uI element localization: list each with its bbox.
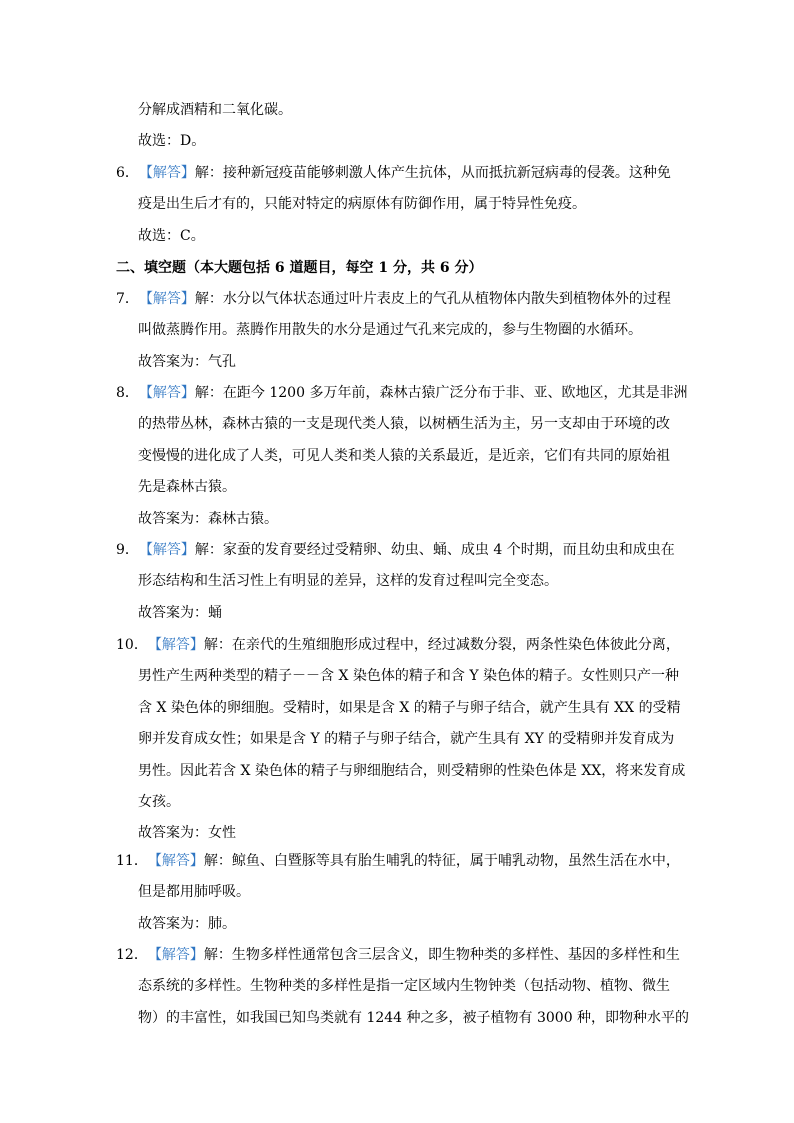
question-line	[116, 630, 680, 661]
text-line: 形态结构和生活习性上有明显的差异，这样的发育过程叫完全变态。	[138, 573, 558, 590]
answer-tag: 【解答】	[138, 542, 195, 558]
answer-line: 故答案为：肺。	[138, 915, 236, 932]
question-number: 7．	[116, 291, 139, 307]
answer-tag: 【解答】	[147, 853, 204, 869]
answer-tag: 【解答】	[138, 385, 195, 401]
question-line	[116, 846, 680, 877]
question-line	[116, 158, 676, 189]
answer-line: 故答案为：蛹	[138, 604, 222, 621]
question-number: 9．	[116, 542, 139, 558]
question-7	[116, 284, 676, 378]
question-text: 家蚕的发育要经过受精卵、幼虫、蛹、成虫 4 个时期，而且幼虫和成虫在	[222, 542, 675, 558]
question-text: 鲸鱼、白暨豚等具有胎生哺乳的特征，属于哺乳动物，虽然生活在水中，	[231, 853, 680, 869]
answer-tag: 【解答】	[138, 291, 195, 307]
text-line: 的热带丛林，森林古猿的一支是现代类人猿，以树栖生活为主，另一支却由于环境的改	[138, 416, 670, 433]
text-line: 叫做蒸腾作用。蒸腾作用散失的水分是通过气孔来完成的，参与生物圈的水循环。	[138, 322, 642, 339]
question-10	[116, 630, 686, 850]
question-text: 在距今 1200 多万年前，森林古猿广泛分布于非、亚、欧地区，尤其是非洲	[222, 385, 688, 401]
section-2	[116, 253, 676, 284]
section-heading: 二、填空题（本大题包括 6 道题目，每空 1 分，共 6 分）	[116, 260, 483, 276]
answer-line: 故选：D。	[138, 133, 206, 150]
answer-line: 故答案为：气孔	[138, 353, 236, 370]
answer-prefix: 解：	[194, 385, 223, 401]
question-line	[116, 940, 680, 971]
answer-prefix: 解：	[203, 637, 232, 653]
text-line: 先是森林古猿。	[138, 479, 236, 496]
question-line	[116, 535, 676, 566]
answer-prefix: 解：	[194, 165, 223, 181]
question-number: 8．	[116, 385, 139, 401]
text-line: 男性。因此若含 X 染色体的精子与卵细胞结合，则受精卵的性染色体是 XX，将来发育成	[138, 762, 686, 779]
q5-continuation	[116, 95, 676, 158]
text-line: 但是都用肺呼吸。	[138, 884, 250, 901]
question-11	[116, 846, 680, 940]
text-line: 男性产生两种类型的精子－－含 X 染色体的精子和含 Y 染色体的精子。女性则只产一种	[138, 668, 680, 685]
question-6	[116, 158, 676, 252]
question-text: 在亲代的生殖细胞形成过程中，经过减数分裂，两条性染色体彼此分离，	[231, 637, 680, 653]
question-text: 生物多样性通常包含三层含义，即生物种类的多样性、基因的多样性和生	[231, 947, 680, 963]
text-line: 态系统的多样性。生物种类的多样性是指一定区域内生物钟类（包括动物、植物、微生	[138, 978, 670, 995]
question-number: 10．	[116, 637, 148, 653]
answer-line: 故答案为：森林古猿。	[138, 510, 278, 527]
answer-prefix: 解：	[194, 542, 223, 558]
answer-prefix: 解：	[203, 853, 232, 869]
question-number: 6．	[116, 165, 139, 181]
text-line: 疫是出生后才有的，只能对特定的病原体有防御作用，属于特异性免疫。	[138, 196, 586, 213]
question-line	[116, 378, 688, 409]
text-line: 物）的丰富性，如我国已知鸟类就有 1244 种之多，被子植物有 3000 种，即物种水平的	[138, 1009, 690, 1026]
text-line: 卵并发育成女性；如果是含 Y 的精子与卵子结合，就产生具有 XY 的受精卵并发育成为	[138, 731, 675, 748]
question-number: 12．	[116, 947, 148, 963]
answer-tag: 【解答】	[147, 637, 204, 653]
question-number: 11．	[116, 853, 148, 869]
answer-tag: 【解答】	[147, 947, 204, 963]
text-line: 变慢慢的进化成了人类，可见人类和类人猿的关系最近，是近亲，它们有共同的原始祖	[138, 447, 670, 464]
answer-prefix: 解：	[203, 947, 232, 963]
question-12	[116, 940, 690, 1034]
text-line: 女孩。	[138, 793, 180, 810]
question-text: 接种新冠疫苗能够刺激人体产生抗体，从而抵抗新冠病毒的侵袭。这种免	[222, 165, 671, 181]
text-line: 分解成酒精和二氧化碳。	[138, 102, 292, 118]
question-line	[116, 284, 676, 315]
answer-line: 故选：C。	[138, 227, 205, 244]
answer-line: 故答案为：女性	[138, 825, 236, 842]
answer-prefix: 解：	[194, 291, 223, 307]
question-text: 水分以气体状态通过叶片表皮上的气孔从植物体内散失到植物体外的过程	[222, 291, 671, 307]
answer-tag: 【解答】	[138, 165, 195, 181]
question-9	[116, 535, 676, 629]
text-line: 含 X 染色体的卵细胞。受精时，如果是含 X 的精子与卵子结合，就产生具有 XX 的受精	[138, 699, 681, 716]
question-8	[116, 378, 688, 535]
